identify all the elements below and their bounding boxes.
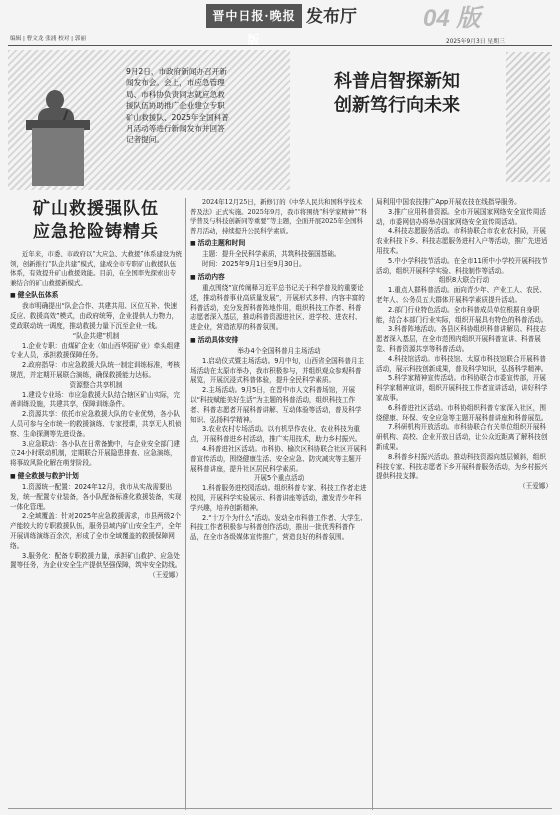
- paragraph: 主题：提升全民科学素质，共筑科技强国基础。: [202, 250, 341, 259]
- paragraph: 3.科普阵地活动。各县区科协组织科普讲解员、科技志愿者深入基层，在全市范围内组织开展科普宣讲、科普展览、科普资源共享等科普活动。: [376, 325, 546, 353]
- author-byline: （王爱娜）: [149, 571, 182, 580]
- banner-illustration: [8, 50, 290, 190]
- section-heading: ■ 健全救援与救护计划: [10, 471, 182, 482]
- paragraph: 7.科研机构开放活动。市科协联合有关单位组织开展科研机构、高校、企业开放日活动，让公众近距离了解科技创新成果。: [376, 423, 548, 451]
- paragraph: 1.资源统一配置：2024年12月，我市从实战需要出发，统一配置专业装备，各小队配备标准化救援装备，实现一体化管理。: [10, 482, 182, 511]
- paragraph: 1.启动仪式暨主场活动。9月中旬，山西省全国科普月主场活动在太原市举办，我市积极参与，并组织观众参观科普展览，开展沉浸式科普体验，提升全民科学素质。: [190, 356, 365, 385]
- science-article-part-2: [376, 198, 552, 492]
- paragraph: 4.科技馆活动。市科技馆、太原市科技馆联合开展科普活动，展示科技创新成果，普及科学知识，弘扬科学精神。: [376, 354, 548, 373]
- science-article-part-1: [190, 198, 368, 543]
- section-title: 发布厅: [306, 7, 357, 27]
- footer-rule: [8, 808, 552, 809]
- paragraph: 2.政府指导：市应急救援大队统一制定训练标准，考核规范，并定期开展联合演练，确保救援能力达标。: [10, 361, 180, 379]
- paragraph: 4.科技志愿服务活动。市科协联合市农业农村局，开展农业科技下乡、科技志愿服务进村入户等活动，推广先进适用技术。: [376, 227, 548, 255]
- paragraph: 2.“十万个为什么”活动。发动全市科普工作者、大学生、科技工作者积极参与科普创作活动，推出一批优秀科普作品，在全市各级媒体宣传推广，营造良好的科普氛围。: [190, 513, 367, 542]
- paragraph: 1.建设专业场：市应急救援大队结合辖区矿山实际，完善训练设施，共建共享，保障训练条件。: [10, 390, 180, 409]
- paragraph: 1.重点人群科普活动。面向青少年、产业工人、农民、老年人、公务员五大群体开展科学素质提升活动。: [376, 286, 546, 304]
- paragraph: 2.部门行业特色活动。全市科普成员单位根据自身职能，结合本部门行业实际，组织开展具有特色的科普活动。: [376, 305, 548, 324]
- paragraph: 3.农业农村专场活动。以有机旱作农业、农业科技为重点，开展科普进乡村活动，推广实用技术，助力乡村振兴。: [190, 425, 362, 444]
- masthead: [0, 0, 560, 47]
- section-heading: ■ 健全队伍体系: [10, 290, 182, 301]
- paragraph: 4.科普进社区活动。市科协、榆次区科协联合社区开展科普宣传活动，围绕健康生活、安全应急、防灾减灾等主题开展科普讲座，提升社区居民科学素质。: [190, 444, 367, 473]
- press-note: 9月2日，市政府新闻办召开新闻发布会。会上，市应急管理局、市科协负责同志就应急救援队伍协助推广企业建立专职矿山救援队、2025年全国科普月活动等进行新闻发布并回答记者提问。: [126, 67, 229, 145]
- podium-icon: [32, 128, 84, 186]
- paragraph: 3.应急联动：各小队在日常备勤中，与企业安全部门建立24小时联动机制，定期联合开展隐患排查、应急演练，将事故风险化解在萌芽阶段。: [10, 439, 180, 468]
- section-heading: ■ 活动内容: [190, 272, 368, 283]
- paragraph: 2.主场活动。9月5日，在晋中市人文科普场馆，开展以“科技赋能美好生活”为主题的科普活动，组织科技工作者、科普志愿者开展科普讲解、互动体验等活动，普及科学知识、弘扬科学精神。: [190, 386, 362, 424]
- paragraph: 1.科普服务进校园活动。组织科普专家、科技工作者走进校园，开展科学实验展示、科普讲座等活动，激发青少年科学兴趣，培养创新精神。: [190, 484, 367, 512]
- paragraph: 6.科普进社区活动。市科协组织科普专家深入社区，围绕健康、环保、安全应急等主题开展科普讲座和科普展览。: [376, 403, 548, 422]
- paragraph: 时间：2025年9月1日至9月30日。: [202, 260, 306, 269]
- mine-rescue-article: [10, 198, 182, 581]
- author-byline: （王爱娜）: [519, 482, 552, 491]
- minor-heading: “队企共建”机制: [72, 331, 120, 340]
- title-line-1: 矿山救援强队伍: [33, 199, 159, 219]
- column-divider: [185, 198, 186, 810]
- minor-heading: 资源整合共享机制: [69, 380, 123, 389]
- minor-heading: 开展5个重点活动: [253, 474, 305, 483]
- section-heading: ■ 活动主题和时间: [190, 238, 368, 249]
- paragraph: 3.服务化：配备专职救援力量，承担矿山救护、应急处置等任务，为企业安全生产提供坚强保障，筑牢安全防线。: [10, 551, 182, 570]
- minor-heading: 举办4个全国科普月主场活动: [237, 346, 321, 355]
- paragraph: 3.推广应用科普资源。全市开展国家网络安全宣传周活动，市委网信办将举办国家网络安全宣传周活动。: [376, 207, 546, 226]
- editor-credits: 编辑 | 曹文龙 张浦 校对 | 郭丽: [10, 36, 86, 42]
- paragraph: 我市明确提出“队企合作、共建共用、区位互补、快速反应、救援高效”模式，由政府统筹，企业提供人力物力，党政联动统一调度，推动救援力量下沉至企业一线。: [10, 302, 179, 330]
- column-divider: [372, 198, 373, 810]
- paragraph: 2.资源共享：依托市应急救援大队的专业优势，各小队人员可参与全市统一的救援演练、专家授课，共享无人机侦察、生命探测等先进设备。: [10, 410, 182, 438]
- science-headline: [292, 70, 502, 118]
- headline-line-2: 创新笃行向未来: [334, 95, 460, 116]
- paragraph: 重点围绕“宣传阐释习近平总书记关于科学普及的重要论述，推动科普事业高质量发展”，开展形式多样、内容丰富的科普活动，充分发挥科普阵地作用，组织科技工作者、科普志愿者深入基层，推动科普资源进社区、进学校、进农村、进企业，营造浓厚的科普氛围。: [190, 283, 365, 332]
- minor-heading: 组织8大联合行动: [438, 276, 490, 285]
- title-line-2: 应急抢险铸精兵: [33, 222, 159, 242]
- page-number: 04 版: [423, 5, 481, 32]
- paragraph: 8.科普乡村振兴活动。推动科技资源向基层倾斜，组织科技专家、科技志愿者下乡开展科普服务活动，为乡村振兴提供科技支撑。: [376, 452, 548, 481]
- article-lead: 近年来，市委、市政府以“大应急、大救援”体系建设为统领，创新推行“队企共建”模式，建成全市专职矿山救援队伍体系，有效提升矿山救援效能。目前，在全国率先探索出专兼结合的矿山救援新模式。: [10, 250, 182, 287]
- paragraph: 1.企业专职：由煤矿企业（如山西华阳矿业）牵头组建专业人员，承担救援保障任务。: [10, 341, 180, 360]
- paragraph: 5.中小学科技节活动。在全市11所中小学校开展科技节活动，组织开展科学实验、科技制作等活动。: [376, 256, 548, 275]
- paragraph: 2.全域覆盖：针对2025年应急救援需求，市县两级2个产能较大的专职救援队伍，服务县域内矿山安全生产，全年开展训练演练百余次，形成了全市全域覆盖的救援保障网络。: [10, 512, 182, 550]
- issue-date: 2025年9月3日 星期三: [446, 39, 505, 45]
- newspaper-logo: 晋中日报·晚报版: [206, 4, 302, 28]
- article-title: [10, 198, 182, 244]
- speaker-head-icon: [46, 90, 64, 110]
- section-heading: ■ 活动具体安排: [190, 335, 368, 346]
- paragraph: 局利用中国农技推广App开展农技在线指导服务。: [376, 198, 521, 206]
- paragraph: 5.科学家精神宣传活动。市科协联合市委宣传部，开展科学家精神宣讲，组织开展科技工作者宣讲活动，讲好科学家故事。: [376, 374, 548, 402]
- masthead-rule: [8, 45, 552, 46]
- article-intro: 2024年12月25日，新修订的《中华人民共和国科学技术普及法》正式实施。2025年9月，我市将围绕“科学家精神”“科学普及与科技创新同等重要”等主题，全面开展2025年全国科普月活动，持续提升公民科学素质。: [190, 198, 368, 235]
- headline-line-1: 科普启智探新知: [334, 71, 460, 92]
- headline-decoration: [506, 52, 550, 182]
